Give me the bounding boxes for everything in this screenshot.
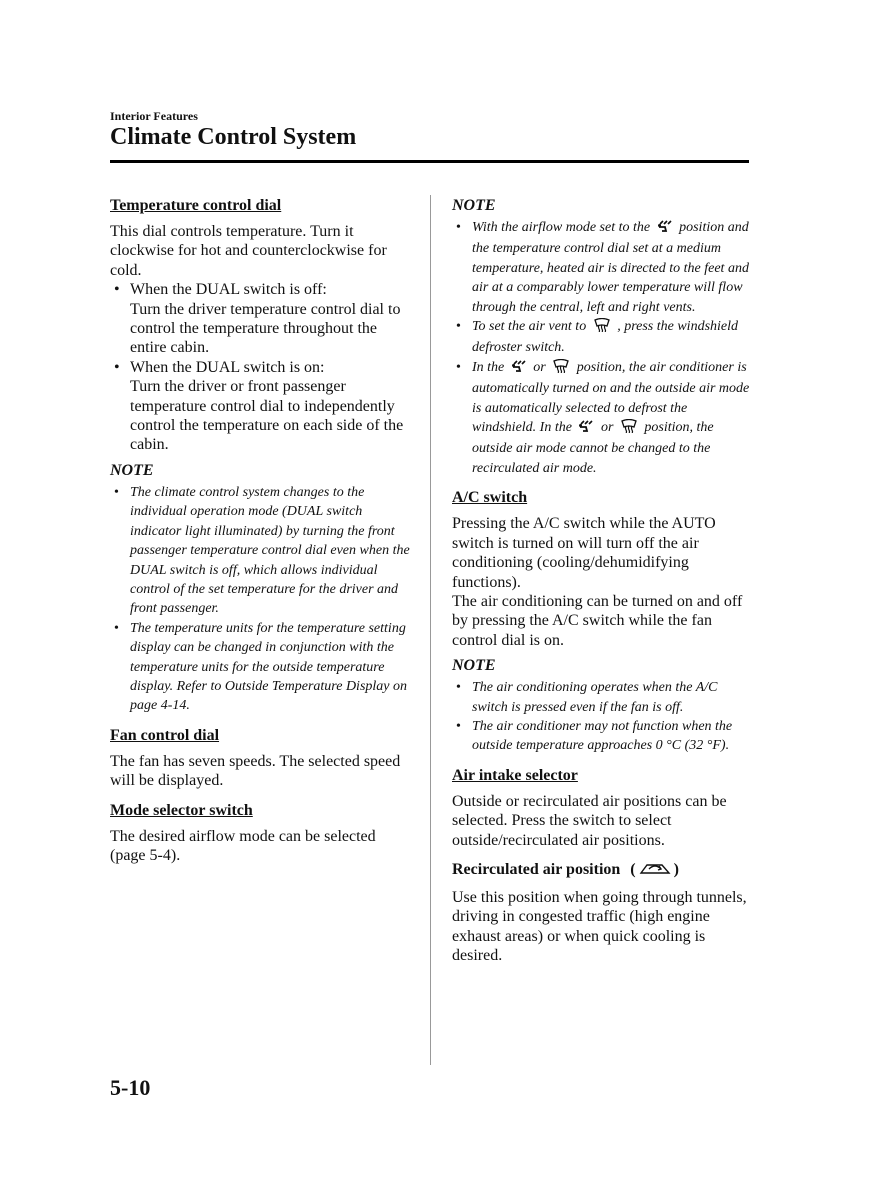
ac-switch-text: Pressing the A/C switch while the AUTO switch is turned on will turn off the air conditioning (cooling/dehumidifying functions). bbox=[452, 515, 716, 591]
windshield-defrost-icon bbox=[593, 318, 611, 338]
defrost-feet-icon bbox=[578, 419, 594, 439]
fan-dial-text: The fan has seven speeds. The selected speed will be displayed. bbox=[110, 752, 401, 790]
page-number: 5-10 bbox=[110, 1075, 151, 1100]
mode-selector-text: The desired airflow mode can be selected (page 5-4). bbox=[110, 827, 376, 864]
list-item-lead: When the DUAL switch is on: bbox=[130, 358, 325, 376]
windshield-defrost-icon bbox=[620, 419, 638, 439]
list-item-lead: When the DUAL switch is off: bbox=[130, 281, 327, 299]
fan-dial-heading: Fan control dial bbox=[110, 726, 220, 744]
right-column bbox=[452, 196, 752, 966]
recirculate-air-icon bbox=[638, 862, 672, 882]
defrost-feet-icon bbox=[657, 219, 673, 239]
title-rule bbox=[110, 160, 749, 163]
recirculated-air-label: Recirculated air position bbox=[452, 860, 621, 878]
list-item bbox=[110, 358, 410, 455]
recirculated-air-heading bbox=[452, 860, 752, 882]
ac-switch-heading: A/C switch bbox=[452, 489, 528, 507]
list-item-body: Turn the driver or front passenger temperature control dial to independently control the temperature on each side of the cabin. bbox=[130, 378, 404, 454]
column-divider bbox=[430, 195, 431, 1065]
note-item: • The climate control system changes to the individual operation mode (DUAL switch indicator light illuminated) by turning the front passenger temperature control dial even when the DUAL switch is off, which allows individual control of the set temperature for the driver and front passenger. bbox=[110, 483, 410, 619]
note-item: • The temperature units for the temperature setting display can be changed in conjunction with the temperature units for the outside temperature display. Refer to Outside Temperature Display on page 4-14. bbox=[110, 619, 410, 716]
note-item bbox=[452, 218, 752, 317]
note-text: In the bbox=[472, 359, 505, 375]
note-text: position, the air conditioner is automatically turned on and the outside air mode is automatically selected to defrost the windshield. In the bbox=[472, 359, 750, 436]
note-title: NOTE bbox=[452, 197, 496, 214]
note-title: NOTE bbox=[110, 461, 154, 479]
paren-close: ) bbox=[673, 860, 679, 878]
left-column bbox=[110, 196, 410, 865]
recirculated-air-text: Use this position when going through tunnels, driving in congested traffic (high engine exhaust areas) or when quick cooling is desired. bbox=[452, 888, 747, 965]
note-text: , press the windshield defroster switch. bbox=[472, 319, 739, 356]
note-title: NOTE bbox=[452, 657, 496, 675]
mode-selector-heading: Mode selector switch bbox=[110, 801, 253, 819]
list-item bbox=[110, 280, 410, 358]
temperature-dial-heading: Temperature control dial bbox=[110, 197, 282, 214]
list-item-body: Turn the driver temperature control dial to control the temperature throughout the entire cabin. bbox=[130, 300, 401, 357]
note-text: position, the outside air mode cannot be changed to the recirculated air mode. bbox=[472, 420, 714, 476]
note-text: or bbox=[533, 359, 546, 375]
ac-switch-text: The air conditioning can be turned on and off by pressing the A/C switch while the fan control dial is on. bbox=[452, 592, 743, 649]
note-text: position and the temperature control dial set at a medium temperature, heated air is directed to the feet and air at a comparably lower temperature will flow through the central, left and right vents. bbox=[472, 220, 749, 315]
defrost-feet-icon bbox=[511, 359, 527, 379]
dual-switch-list bbox=[110, 280, 410, 455]
note-item: • The air conditioning operates when the A/C switch is pressed even if the fan is off. bbox=[452, 678, 752, 717]
note-item: • The air conditioner may not function when the outside temperature approaches 0 °C (32 °F). bbox=[452, 717, 752, 756]
note-list bbox=[110, 483, 410, 716]
note-item bbox=[452, 317, 752, 358]
temperature-dial-intro: This dial controls temperature. Turn it clockwise for hot and counterclockwise for cold. bbox=[110, 223, 387, 279]
note-list bbox=[452, 218, 752, 478]
note-text: or bbox=[600, 420, 614, 436]
page-title: Climate Control System bbox=[110, 124, 357, 150]
air-intake-text: Outside or recirculated air positions can be selected. Press the switch to select outside/recirculated air positions. bbox=[452, 792, 727, 849]
note-text: To set the air vent to bbox=[472, 319, 587, 335]
section-label: Interior Features bbox=[110, 109, 198, 123]
air-intake-heading: Air intake selector bbox=[452, 766, 578, 784]
windshield-defrost-icon bbox=[552, 359, 570, 379]
paren-open: ( bbox=[630, 860, 636, 878]
note-list bbox=[452, 678, 752, 756]
note-text: With the airflow mode set to the bbox=[472, 220, 651, 235]
note-item bbox=[452, 358, 752, 478]
